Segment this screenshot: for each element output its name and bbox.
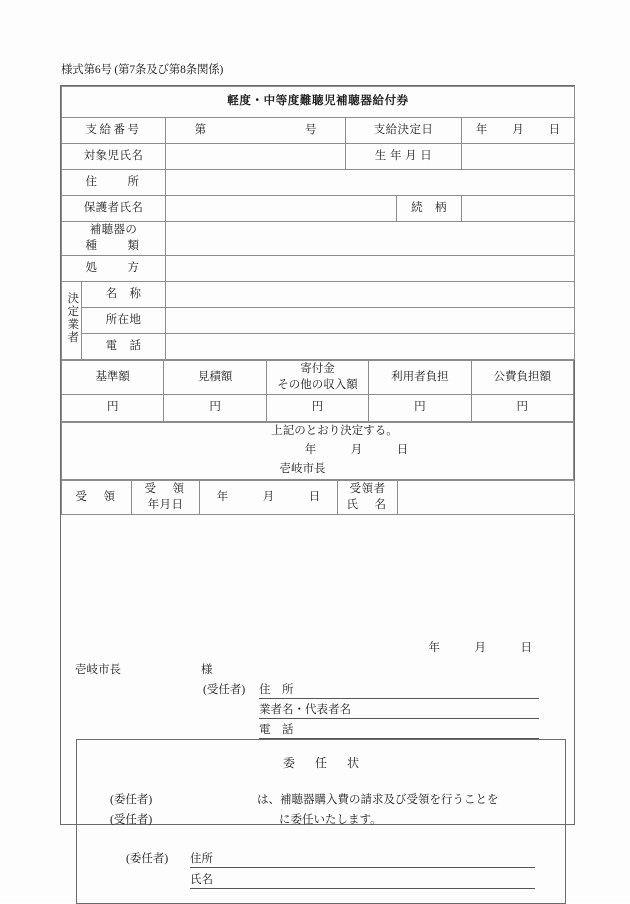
vendor-name-label: 名 称: [82, 282, 166, 308]
title-row: [62, 87, 575, 118]
table-row-address: [62, 170, 575, 196]
relation-label: 続 柄: [397, 196, 462, 222]
amount-header-kijungaku: [62, 361, 164, 395]
vendor-location-field[interactable]: [166, 308, 575, 334]
supply-number-dai: 第: [194, 123, 207, 136]
amounts-header-row: [62, 361, 574, 395]
device-type-label: [62, 222, 166, 256]
amount-header-kijungaku-line1: 基準額: [95, 370, 130, 383]
address-field[interactable]: [166, 170, 575, 196]
vendor-location-label: 所在地: [82, 308, 166, 334]
page-title: 軽度・中等度難聴児補聴器給付券: [62, 87, 575, 118]
form-frame: [60, 85, 575, 886]
child-name-label: 対象児氏名: [62, 144, 166, 170]
vendor-phone-label: 電 話: [82, 334, 166, 360]
address-label: 住 所: [62, 170, 166, 196]
amount-header-kifukin: [266, 361, 368, 395]
vendor-vertical-label: [62, 282, 82, 360]
poa-signature-prefix: (委任者): [126, 853, 169, 865]
poa-signature-address-row: [190, 850, 535, 868]
form-number: 様式第6号 (第7条及び第8条関係): [61, 64, 224, 76]
device-type-field[interactable]: [166, 222, 575, 256]
decision-block: [62, 423, 574, 480]
vendor-phone-field[interactable]: [166, 334, 575, 360]
amount-header-kifukin-line1: 寄付金: [300, 362, 335, 375]
receipt-table: [61, 480, 575, 515]
prescription-field[interactable]: [166, 256, 575, 282]
delegate-phone-row: [259, 721, 542, 739]
table-row-device-type: [62, 222, 575, 256]
date-gap-2: [527, 124, 549, 136]
receipt-date-label: [132, 481, 200, 515]
delegate-company-label: 業者名・代表者名: [259, 704, 351, 716]
receipt-date-label-line2: 年月日: [147, 498, 184, 511]
amount-header-mitsumori-line1: 見積額: [197, 370, 233, 383]
delegation-sama: 様: [201, 664, 213, 676]
supply-number-field[interactable]: [166, 118, 346, 144]
decision-date-label: 支給決定日: [346, 118, 462, 144]
table-row-prescription: [62, 256, 575, 282]
amount-value-kouhi[interactable]: 円: [471, 395, 573, 422]
table-row-vendor-name: [62, 282, 575, 308]
birth-date-label: 生 年 月 日: [346, 144, 462, 170]
date-day-label: 日: [548, 123, 561, 136]
table-row-guardian: [62, 196, 575, 222]
delegation-mayor: 壱岐市長: [75, 664, 121, 676]
amount-value-kifukin[interactable]: 円: [266, 395, 368, 422]
amounts-value-row: [62, 395, 574, 422]
power-of-attorney-box: [76, 739, 566, 904]
device-type-label-line2: 種 類: [85, 239, 142, 252]
relation-field[interactable]: [462, 196, 575, 222]
device-type-label-line1: 補聴器の: [89, 223, 138, 236]
receiver-name-label-line2: 氏 名: [346, 498, 389, 511]
delegate-prefix: (受任者): [203, 684, 246, 696]
amount-value-kijungaku[interactable]: 円: [62, 395, 164, 422]
amount-header-kouhi-line1: 公費負担額: [493, 370, 552, 383]
supply-number-spacer: [209, 124, 305, 136]
receipt-label: 受 領: [62, 481, 132, 515]
poa-signature-address-label: 住所: [190, 853, 213, 865]
amount-header-riyousha: [369, 361, 471, 395]
receipt-date-field[interactable]: 年 月 日: [200, 481, 338, 515]
receipt-row: [62, 481, 575, 515]
date-gap-1: [490, 124, 512, 136]
prescription-label: 処 方: [62, 256, 166, 282]
guardian-name-field[interactable]: [166, 196, 397, 222]
decision-table: [61, 422, 574, 480]
delegation-date-line[interactable]: 年 月 日: [428, 642, 532, 654]
table-row-child-name: [62, 144, 575, 170]
poa-signature-name-label: 氏名: [190, 874, 213, 886]
delegate-company-row: [259, 701, 542, 719]
poa-delegator-label: (委任者): [110, 794, 153, 806]
supply-number-gou: 号: [304, 123, 317, 136]
amount-value-mitsumori[interactable]: 円: [164, 395, 266, 422]
decision-date-line[interactable]: 年 月 日: [304, 443, 409, 456]
receiver-name-label: [338, 481, 398, 515]
receiver-name-field[interactable]: [398, 481, 575, 515]
poa-text-line-1: は、補聴器購入費の請求及び受領を行うことを: [257, 794, 499, 806]
table-row-supply-number: [62, 118, 575, 144]
poa-text-line-2: に委任いたします。: [279, 814, 382, 826]
main-form-table: [61, 86, 575, 360]
table-row-vendor-phone: [62, 334, 575, 360]
delegation-section: [61, 631, 574, 886]
amount-header-kouhi: [471, 361, 573, 395]
supply-number-label: 支給番号: [62, 118, 166, 144]
amount-header-kifukin-line2: その他の収入額: [277, 378, 358, 391]
decision-date-field[interactable]: [462, 118, 575, 144]
poa-signature-address-input[interactable]: [190, 866, 535, 868]
power-of-attorney-title: 委 任 状: [282, 756, 363, 770]
amount-header-riyousha-line1: 利用者負担: [391, 370, 449, 383]
amounts-table: [61, 360, 574, 422]
poa-signature-name-row: [190, 871, 535, 889]
decision-mayor: 壱岐市長: [279, 463, 326, 476]
receiver-name-label-line1: 受領者: [349, 482, 386, 495]
table-row-vendor-location: [62, 308, 575, 334]
delegate-address-label: 住 所: [259, 684, 294, 696]
child-name-field[interactable]: [166, 144, 346, 170]
amount-value-riyousha[interactable]: 円: [369, 395, 471, 422]
delegate-address-input[interactable]: [259, 697, 539, 699]
decision-statement: 上記のとおり決定する。: [271, 425, 398, 438]
delegate-address-row: [259, 681, 542, 699]
date-month-label: 月: [512, 123, 524, 136]
birth-date-field[interactable]: [462, 144, 575, 170]
delegate-phone-label: 電 話: [259, 724, 294, 736]
poa-delegate-label: (受任者): [110, 814, 153, 826]
delegate-company-input[interactable]: [259, 717, 539, 719]
date-year-label: 年: [475, 123, 488, 136]
vendor-name-field[interactable]: [166, 282, 575, 308]
vendor-label-text: 決定業者: [66, 291, 79, 344]
decision-statement-row: [62, 423, 574, 480]
poa-signature-name-input[interactable]: [190, 887, 535, 889]
guardian-name-label: 保護者氏名: [62, 196, 166, 222]
amount-header-mitsumori: [164, 361, 266, 395]
receipt-date-label-line1: 受 領: [144, 482, 187, 495]
